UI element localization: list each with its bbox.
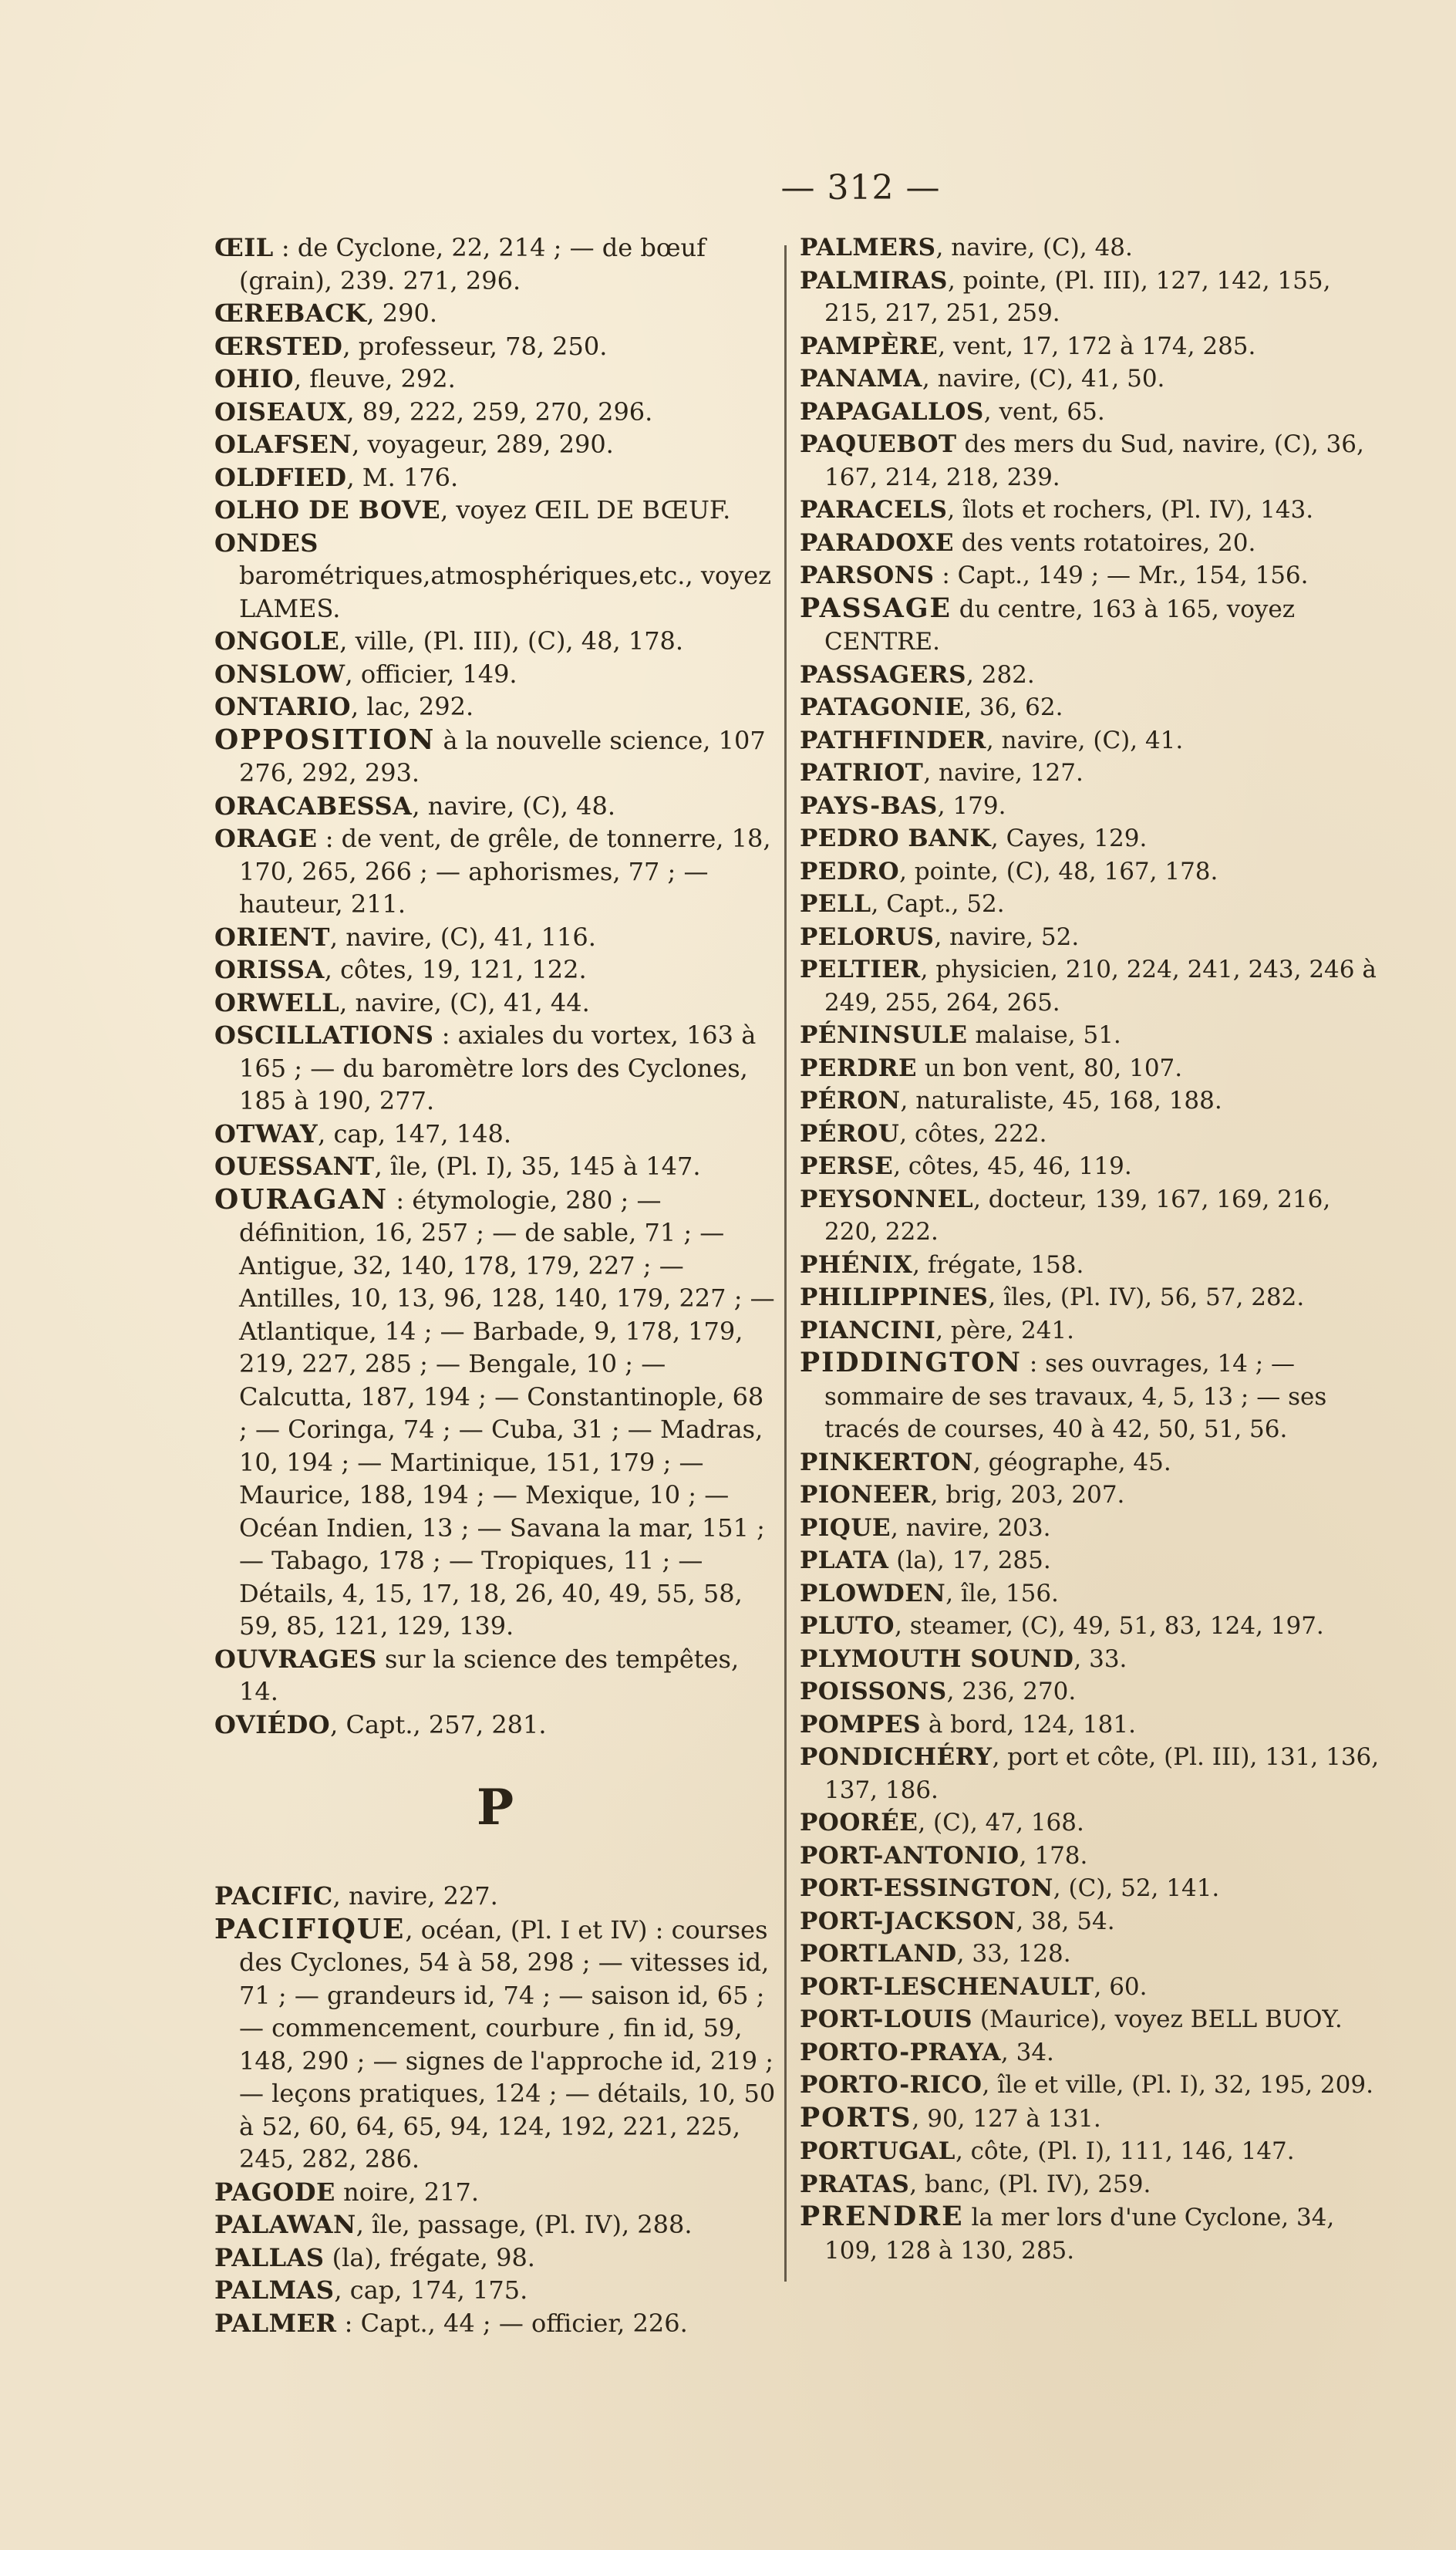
index-list-left-top	[214, 231, 776, 1741]
entry-heading: PORT-LESCHENAULT	[800, 1972, 1094, 2001]
index-entry	[800, 1971, 1380, 2004]
entry-references: , port et côte, (Pl. III), 131, 136, 137, 186.	[824, 1743, 1380, 1804]
entry-references: , 36, 62.	[964, 693, 1063, 721]
left-column	[214, 231, 776, 2339]
entry-heading: OSCILLATIONS	[214, 1020, 434, 1050]
entry-references: , navire, 127.	[923, 759, 1084, 787]
entry-heading: PAPAGALLOS	[800, 397, 984, 426]
index-entry	[800, 921, 1380, 954]
entry-references: , officier, 149.	[345, 659, 517, 689]
entry-heading: PASSAGE	[800, 592, 952, 624]
index-entry	[214, 953, 776, 987]
entry-heading: PIANCINI	[800, 1316, 936, 1344]
entry-heading: PORTLAND	[800, 1940, 957, 1968]
entry-references: , cap, 147, 148.	[318, 1118, 511, 1149]
entry-references: , 236, 270.	[946, 1678, 1077, 1705]
entry-heading: PAQUEBOT	[800, 430, 957, 458]
entry-references: , Cayes, 129.	[990, 825, 1148, 852]
entry-heading: PRENDRE	[800, 2201, 964, 2232]
index-entry	[800, 1479, 1380, 1512]
entry-heading: PLATA	[800, 1547, 889, 1574]
entry-references: , îles, (Pl. IV), 56, 57, 282.	[988, 1283, 1305, 1311]
entry-references: , vent, 65.	[983, 397, 1105, 426]
entry-references: , pointe, (C), 48, 167, 178.	[899, 857, 1218, 885]
index-entry	[800, 2135, 1380, 2168]
entry-heading: PALMER	[214, 2308, 337, 2338]
index-entry	[800, 330, 1380, 363]
entry-references: , professeur, 78, 250.	[342, 331, 608, 361]
index-entry	[800, 724, 1380, 757]
entry-references: : étymologie, 280 ; — définition, 16, 257 ; — de sable, 71 ; — Antigue, 32, 140, 178, 179, 227 ; — Antilles, 10, 13, 96, 128, 140, 179, 227 ; — Atlantique, 14 ; — Barbade, 9, 178, 179, 219, 227, 285 ; — Bengale, 10 ; — Calcutta, 187, 194 ; — Constantinople, 68 ; — Coringa, 74 ; — Cuba, 31 ; — Madras, 10, 194 ; — Martinique, 151, 179 ; — Maurice, 188, 194 ; — Mexique, 10 ; — Océan Indien, 13 ; — Savana la mar, 151 ; — Tabago, 178 ; — Tropiques, 11 ; — Détails, 4, 15, 17, 18, 26, 40, 49, 55, 58, 59, 85, 121, 129, 139.	[239, 1185, 775, 1641]
entry-references: , lac, 292.	[350, 692, 474, 721]
index-entry	[800, 691, 1380, 724]
index-entry	[800, 231, 1380, 265]
index-entry	[800, 428, 1380, 494]
index-entry	[800, 1052, 1380, 1085]
entry-references: , 178.	[1019, 1841, 1088, 1870]
entry-references: : de Cyclone, 22, 214 ; — de bœuf (grain), 239. 271, 296.	[239, 233, 706, 295]
entry-heading: PÉRON	[800, 1087, 901, 1115]
entry-heading: PAYS-BAS	[800, 791, 938, 820]
right-column	[800, 231, 1380, 2267]
index-entry	[800, 1938, 1380, 1971]
entry-heading: ORISSA	[214, 955, 325, 984]
entry-heading: PEDRO	[800, 857, 900, 885]
index-entry	[800, 1183, 1380, 1249]
entry-heading: PIQUE	[800, 1513, 891, 1542]
entry-heading: PAGODE	[214, 2177, 335, 2207]
index-entry	[800, 559, 1380, 592]
entry-heading: POMPES	[800, 1710, 921, 1739]
index-entry	[800, 1118, 1380, 1151]
index-entry	[214, 1019, 776, 1118]
entry-heading: OTWAY	[214, 1118, 318, 1149]
entry-references: , 290.	[366, 299, 437, 328]
entry-heading: PLYMOUTH SOUND	[800, 1644, 1074, 1673]
entry-references: , côtes, 222.	[899, 1119, 1047, 1148]
entry-references: , navire, (C), 41, 44.	[339, 987, 590, 1017]
entry-references: (la), frégate, 98.	[324, 2242, 535, 2272]
entry-references: , 89, 222, 259, 270, 296.	[346, 396, 653, 427]
index-entry	[214, 690, 776, 724]
index-entry	[800, 1281, 1380, 1314]
index-entry	[214, 2307, 776, 2340]
index-entry	[800, 822, 1380, 855]
index-entry	[800, 790, 1380, 823]
entry-heading: PATRIOT	[800, 759, 924, 787]
page-number: — 312 —	[780, 168, 941, 207]
entry-references: , voyageur, 289, 290.	[352, 430, 614, 459]
entry-references: sur la science des tempêtes, 14.	[239, 1644, 740, 1706]
index-entry	[800, 527, 1380, 560]
entry-references: , 90, 127 à 131.	[912, 2104, 1101, 2133]
entry-references: , côte, (Pl. I), 111, 146, 147.	[955, 2137, 1295, 2165]
index-entry	[214, 1913, 776, 2176]
index-entry	[214, 2176, 776, 2209]
entry-references: , (C), 52, 141.	[1053, 1874, 1220, 1902]
index-entry	[214, 428, 776, 461]
entry-heading: PÉNINSULE	[800, 1021, 968, 1049]
entry-references: à bord, 124, 181.	[920, 1710, 1136, 1739]
index-entry	[214, 1118, 776, 1151]
entry-references: , île, (Pl. I), 35, 145 à 147.	[374, 1152, 701, 1181]
index-entry	[214, 1708, 776, 1742]
index-entry	[214, 658, 776, 691]
entry-references: , cap, 174, 175.	[334, 2275, 528, 2305]
entry-references: (la), 17, 285.	[888, 1547, 1051, 1574]
index-entry	[800, 855, 1380, 889]
index-entry	[214, 2241, 776, 2275]
entry-heading: PIDDINGTON	[800, 1347, 1023, 1378]
index-entry	[214, 396, 776, 429]
entry-references: , steamer, (C), 49, 51, 83, 124, 197.	[895, 1612, 1324, 1640]
entry-heading: PELTIER	[800, 956, 921, 983]
index-entry	[214, 724, 776, 790]
index-entry	[800, 1806, 1380, 1840]
index-entry	[214, 790, 776, 823]
index-entry	[800, 265, 1380, 330]
index-entry	[214, 2208, 776, 2241]
entry-heading: PHÉNIX	[800, 1250, 913, 1279]
entry-heading: PASSAGERS	[800, 660, 967, 689]
entry-heading: PORTS	[800, 2101, 912, 2133]
entry-references: malaise, 51.	[967, 1021, 1121, 1049]
entry-references: , océan, (Pl. I et IV) : courses des Cyclones, 54 à 58, 298 ; — vitesses id, 71 ; — grandeurs id, 74 ; — saison id, 65 ; — commencement, courbure , fin id, 59, 148, 290 ; — signes de l'approche id, 219 ; — leçons pratiques, 124 ; — détails, 10, 50 à 52, 60, 64, 65, 94, 124, 192, 221, 225, 245, 282, 286.	[239, 1914, 776, 2174]
index-entry	[800, 1643, 1380, 1676]
entry-references: , frégate, 158.	[912, 1250, 1084, 1279]
index-entry	[800, 2069, 1380, 2102]
index-entry	[800, 2201, 1380, 2267]
entry-references: : axiales du vortex, 163 à 165 ; — du baromètre lors des Cyclones, 185 à 190, 277.	[239, 1020, 757, 1115]
index-entry	[800, 1840, 1380, 1873]
index-entry	[214, 625, 776, 658]
index-entry	[214, 297, 776, 330]
index-entry	[800, 1249, 1380, 1282]
entry-references: , île, 156.	[945, 1579, 1059, 1607]
column-divider	[784, 245, 787, 2282]
entry-references: , naturaliste, 45, 168, 188.	[900, 1087, 1222, 1115]
index-entry	[214, 987, 776, 1020]
entry-heading: PACIFIQUE	[214, 1912, 406, 1945]
entry-heading: PLOWDEN	[800, 1579, 946, 1607]
entry-references: , pointe, (Pl. III), 127, 142, 155, 215, 217, 251, 259.	[824, 266, 1331, 327]
index-entry	[800, 953, 1380, 1019]
index-entry	[214, 330, 776, 363]
entry-heading: PARADOXE	[800, 528, 954, 557]
index-entry	[800, 1446, 1380, 1479]
entry-references: (Maurice), voyez BELL BUOY.	[972, 2005, 1343, 2033]
entry-heading: ŒRSTED	[214, 331, 343, 361]
entry-references: , navire, 227.	[332, 1881, 498, 1911]
entry-references: , navire, (C), 48.	[412, 791, 615, 821]
entry-heading: PATAGONIE	[800, 693, 965, 721]
entry-references: , 60.	[1094, 1972, 1148, 2001]
entry-heading: OPPOSITION	[214, 723, 436, 756]
entry-references: , navire, 203.	[890, 1513, 1051, 1542]
entry-references: , Capt., 257, 281.	[330, 1709, 547, 1739]
index-entry	[214, 921, 776, 954]
index-entry	[800, 2036, 1380, 2069]
index-entry	[214, 461, 776, 494]
entry-heading: PARSONS	[800, 562, 935, 589]
index-entry	[800, 1512, 1380, 1545]
entry-references: , banc, (Pl. IV), 259.	[909, 2170, 1151, 2198]
entry-heading: PHILIPPINES	[800, 1283, 989, 1311]
entry-heading: ŒREBACK	[214, 299, 367, 328]
index-entry	[800, 2168, 1380, 2201]
entry-references: , 38, 54.	[1016, 1907, 1115, 1935]
entry-heading: PELL	[800, 890, 871, 918]
entry-references: , côtes, 45, 46, 119.	[893, 1152, 1132, 1180]
entry-references: , navire, (C), 41, 50.	[922, 365, 1165, 393]
entry-references: , vent, 17, 172 à 174, 285.	[938, 332, 1256, 360]
entry-references: , 282.	[966, 660, 1035, 689]
entry-references: , (C), 47, 168.	[918, 1809, 1084, 1837]
index-entry	[800, 1314, 1380, 1348]
entry-references: des mers du Sud, navire, (C), 36, 167, 214, 218, 239.	[824, 430, 1364, 491]
entry-references: , île et ville, (Pl. I), 32, 195, 209.	[982, 2071, 1373, 2099]
index-entry	[800, 1347, 1380, 1446]
entry-references: , physicien, 210, 224, 241, 243, 246 à 249, 255, 264, 265.	[824, 956, 1377, 1017]
entry-heading: PORTO-PRAYA	[800, 2038, 1001, 2066]
entry-heading: PLUTO	[800, 1612, 895, 1640]
entry-references: , 179.	[937, 791, 1006, 820]
entry-references: la mer lors d'une Cyclone, 34, 109, 128 à 130, 285.	[824, 2204, 1335, 2265]
entry-heading: PEDRO BANK	[800, 825, 991, 852]
entry-references: , M. 176.	[346, 462, 459, 492]
entry-references: noire, 217.	[335, 2177, 480, 2207]
entry-heading: ONGOLE	[214, 626, 340, 656]
index-entry	[800, 1544, 1380, 1577]
entry-references: , docteur, 139, 167, 169, 216, 220, 222.	[824, 1185, 1331, 1246]
entry-heading: OURAGAN	[214, 1182, 389, 1216]
entry-heading: ONDES	[214, 528, 318, 558]
index-entry	[214, 363, 776, 396]
entry-references: , 34.	[1000, 2038, 1054, 2066]
entry-heading: POORÉE	[800, 1809, 918, 1837]
index-entry	[800, 888, 1380, 921]
index-entry	[800, 1577, 1380, 1611]
index-entry	[800, 1610, 1380, 1643]
entry-heading: ORWELL	[214, 987, 340, 1017]
entry-references: , géographe, 45.	[972, 1448, 1171, 1476]
index-list-right	[800, 231, 1380, 2267]
entry-heading: PARACELS	[800, 496, 948, 524]
entry-heading: ONSLOW	[214, 659, 345, 689]
index-entry	[214, 1150, 776, 1183]
entry-heading: PATHFINDER	[800, 726, 986, 754]
index-entry	[800, 592, 1380, 659]
index-entry	[214, 231, 776, 297]
index-entry	[800, 2003, 1380, 2036]
entry-heading: PALMERS	[800, 234, 936, 261]
entry-references: barométriques,atmosphériques,etc., voyez LAMES.	[239, 561, 772, 623]
entry-references: des vents rotatoires, 20.	[953, 528, 1256, 557]
entry-heading: PORTUGAL	[800, 2137, 956, 2165]
entry-heading: OVIÉDO	[214, 1709, 331, 1739]
entry-references: , navire, (C), 41.	[986, 726, 1184, 754]
entry-references: , père, 241.	[935, 1316, 1075, 1344]
entry-heading: POISSONS	[800, 1678, 947, 1705]
index-entry	[800, 1084, 1380, 1118]
section-letter: P	[476, 1779, 514, 1837]
entry-heading: OHIO	[214, 364, 294, 393]
entry-heading: PINKERTON	[800, 1448, 973, 1476]
entry-references: : Capt., 44 ; — officier, 226.	[336, 2308, 688, 2338]
index-entry	[800, 1675, 1380, 1708]
entry-heading: PORT-ESSINGTON	[800, 1874, 1053, 1902]
entry-references: à la nouvelle science, 107 276, 292, 293.	[239, 725, 766, 788]
index-entry	[214, 1643, 776, 1708]
entry-heading: PÉROU	[800, 1119, 900, 1148]
entry-heading: PACIFIC	[214, 1881, 333, 1911]
entry-heading: ŒIL	[214, 233, 274, 262]
entry-references: , 33, 128.	[956, 1940, 1071, 1968]
entry-heading: ONTARIO	[214, 692, 351, 721]
entry-heading: PEYSONNEL	[800, 1185, 974, 1213]
entry-heading: PERDRE	[800, 1054, 917, 1082]
index-entry	[214, 2274, 776, 2307]
entry-heading: PELORUS	[800, 923, 935, 951]
entry-heading: PORT-LOUIS	[800, 2005, 973, 2033]
entry-heading: PALMAS	[214, 2275, 335, 2305]
index-entry	[214, 1183, 776, 1643]
entry-heading: PORTO-RICO	[800, 2071, 982, 2099]
index-entry	[800, 1150, 1380, 1183]
entry-references: , voyez ŒIL DE BŒUF.	[440, 495, 731, 525]
entry-references: : de vent, de grêle, de tonnerre, 18, 170, 265, 266 ; — aphorismes, 77 ; — hauteur, 211.	[239, 824, 771, 919]
entry-references: , navire, (C), 48.	[935, 234, 1133, 261]
entry-heading: PALLAS	[214, 2242, 325, 2272]
index-entry	[800, 363, 1380, 396]
entry-references: , navire, 52.	[934, 923, 1080, 951]
entry-heading: OISEAUX	[214, 396, 347, 427]
index-entry	[800, 659, 1380, 692]
entry-heading: PALMIRAS	[800, 266, 948, 295]
entry-heading: ORIENT	[214, 922, 330, 952]
entry-references: , côtes, 19, 121, 122.	[324, 955, 587, 984]
index-entry	[214, 494, 776, 527]
entry-references: du centre, 163 à 165, voyez CENTRE.	[824, 595, 1296, 656]
index-entry	[800, 1019, 1380, 1052]
entry-heading: PAMPÈRE	[800, 332, 939, 360]
entry-references: : Capt., 149 ; — Mr., 154, 156.	[934, 562, 1309, 589]
index-entry	[800, 396, 1380, 429]
entry-heading: PALAWAN	[214, 2210, 356, 2239]
entry-heading: PANAMA	[800, 365, 922, 393]
entry-references: , île, passage, (Pl. IV), 288.	[356, 2210, 693, 2239]
entry-heading: OLHO DE BOVE	[214, 495, 441, 525]
entry-heading: PERSE	[800, 1152, 894, 1180]
entry-references: , ville, (Pl. III), (C), 48, 178.	[339, 626, 684, 656]
index-entry	[214, 1880, 776, 1913]
entry-references: un bon vent, 80, 107.	[916, 1054, 1183, 1082]
index-list-left-bottom	[214, 1880, 776, 2339]
entry-heading: PORT-JACKSON	[800, 1907, 1016, 1935]
entry-heading: OUESSANT	[214, 1152, 375, 1181]
entry-heading: OLDFIED	[214, 462, 347, 492]
index-entry	[800, 1708, 1380, 1742]
entry-references: , navire, (C), 41, 116.	[329, 922, 596, 952]
entry-heading: PIONEER	[800, 1481, 931, 1509]
index-entry	[800, 757, 1380, 790]
entry-references: , Capt., 52.	[871, 890, 1005, 918]
index-entry	[800, 2102, 1380, 2136]
entry-references: , îlots et rochers, (Pl. IV), 143.	[947, 496, 1314, 524]
index-entry	[214, 822, 776, 921]
entry-heading: PONDICHÉRY	[800, 1743, 993, 1771]
index-entry	[214, 527, 776, 626]
entry-heading: PRATAS	[800, 2170, 910, 2198]
entry-heading: OLAFSEN	[214, 430, 352, 459]
entry-heading: ORAGE	[214, 824, 318, 853]
entry-references: , brig, 203, 207.	[930, 1481, 1125, 1509]
entry-references: , 33.	[1073, 1644, 1127, 1673]
entry-references: : ses ouvrages, 14 ; — sommaire de ses travaux, 4, 5, 13 ; — ses tracés de courses, 40 à 42, 50, 51, 56.	[824, 1350, 1327, 1443]
index-entry	[800, 494, 1380, 527]
entry-references: , fleuve, 292.	[293, 364, 456, 393]
entry-heading: ORACABESSA	[214, 791, 413, 821]
entry-heading: PORT-ANTONIO	[800, 1841, 1020, 1870]
index-entry	[800, 1872, 1380, 1905]
index-entry	[800, 1905, 1380, 1938]
entry-heading: OUVRAGES	[214, 1644, 377, 1674]
index-entry	[800, 1741, 1380, 1806]
